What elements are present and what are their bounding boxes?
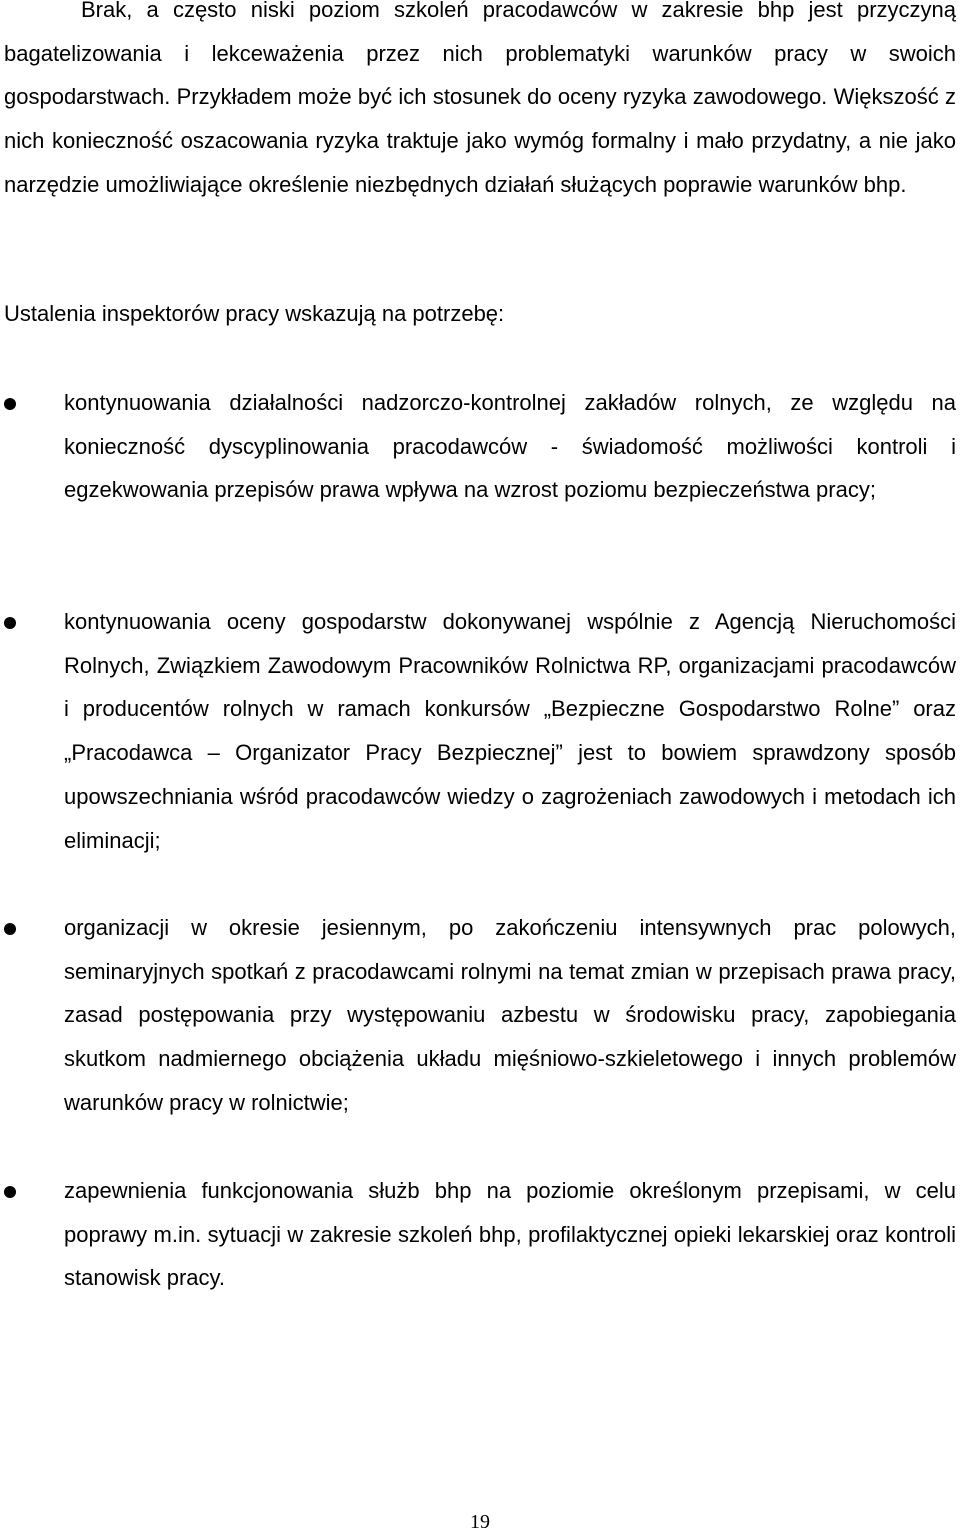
bullet-icon (4, 1186, 16, 1198)
list-item-text: zapewnienia funkcjonowania służb bhp na poziomie określonym przepisami, w celu poprawy m.in. sytuacji w zakresie szkoleń bhp, profilaktycznej opieki lekarskiej oraz kontroli stanowisk pracy. (64, 1178, 956, 1291)
list-item-text: kontynuowania oceny gospodarstw dokonywanej wspólnie z Agencją Nieruchomości Rolnych, Związkiem Zawodowym Pracowników Rolnictwa RP, organizacjami pracodawców i producentów rolnych w ramach konkursów „Bezpieczne Gospodarstwo Rolne” oraz „Pracodawca – Organizator Pracy Bezpiecznej” jest to bowiem sprawdzony sposób upowszechniania wśród pracodawców wiedzy o zagrożeniach zawodowych i metodach ich eliminacji; (64, 609, 956, 853)
bullet-icon (4, 617, 16, 629)
page-number: 19 (470, 1511, 490, 1533)
lead-sentence: Ustalenia inspektorów pracy wskazują na potrzebę: (4, 301, 505, 326)
bullet-icon (4, 923, 16, 935)
intro-paragraph: Brak, a często niski poziom szkoleń pracodawców w zakresie bhp jest przyczyną bagatelizowania i lekceważenia przez nich problematyki warunków pracy w swoich gospodarstwach. Przykładem może być ich stosunek do oceny ryzyka zawodowego. Większość z nich konieczność oszacowania ryzyka traktuje jako wymóg formalny i mało przydatny, a nie jako narzędzie umożliwiające określenie niezbędnych działań służących poprawie warunków bhp. (4, 0, 956, 197)
list-item-text: kontynuowania działalności nadzorczo-kontrolnej zakładów rolnych, ze względu na konieczność dyscyplinowania pracodawców - świadomość możliwości kontroli i egzekwowania przepisów prawa wpływa na wzrost poziomu bezpieczeństwa pracy; (64, 390, 956, 503)
list-item-text: organizacji w okresie jesiennym, po zakończeniu intensywnych prac polowych, seminaryjnych spotkań z pracodawcami rolnymi na temat zmian w przepisach prawa pracy, zasad postępowania przy występowaniu azbestu w środowisku pracy, zapobiegania skutkom nadmiernego obciążenia układu mięśniowo-szkieletowego i innych problemów warunków pracy w rolnictwie; (64, 915, 956, 1115)
bullet-icon (4, 398, 16, 410)
